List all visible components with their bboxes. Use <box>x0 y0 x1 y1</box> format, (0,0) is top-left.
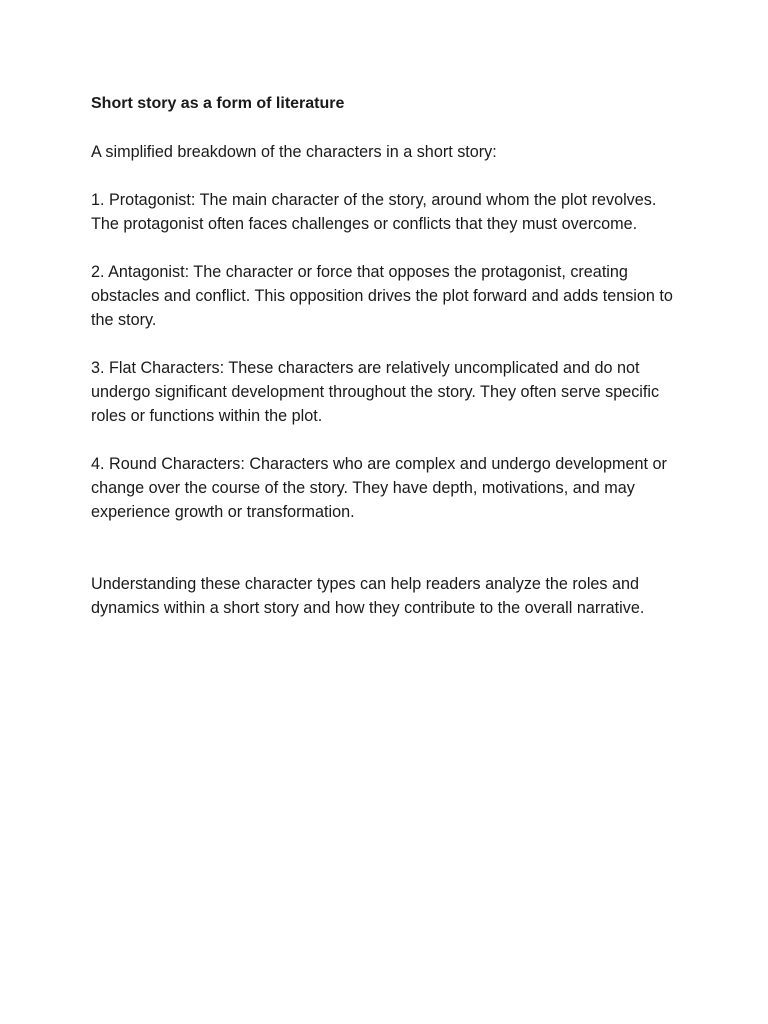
list-item-round-characters: 4. Round Characters: Characters who are complex and undergo development or change over the course of the story. They have depth, motivations, and may experience growth or transformation. <box>91 455 667 521</box>
conclusion-paragraph: Understanding these character types can help readers analyze the roles and dynamics within a short story and how they contribute to the overall narrative. <box>91 575 645 617</box>
document-title: Short story as a form of literature <box>91 95 345 112</box>
list-item-flat-characters: 3. Flat Characters: These characters are relatively uncomplicated and do not undergo significant development throughout the story. They often serve specific roles or functions within the plot. <box>91 359 660 425</box>
list-item-protagonist: 1. Protagonist: The main character of the story, around whom the plot revolves. The protagonist often faces challenges or conflicts that they must overcome. <box>91 191 657 233</box>
intro-paragraph: A simplified breakdown of the characters in a short story: <box>91 143 497 161</box>
list-item-antagonist: 2. Antagonist: The character or force that opposes the protagonist, creating obstacles and conflict. This opposition drives the plot forward and adds tension to the story. <box>91 263 673 329</box>
